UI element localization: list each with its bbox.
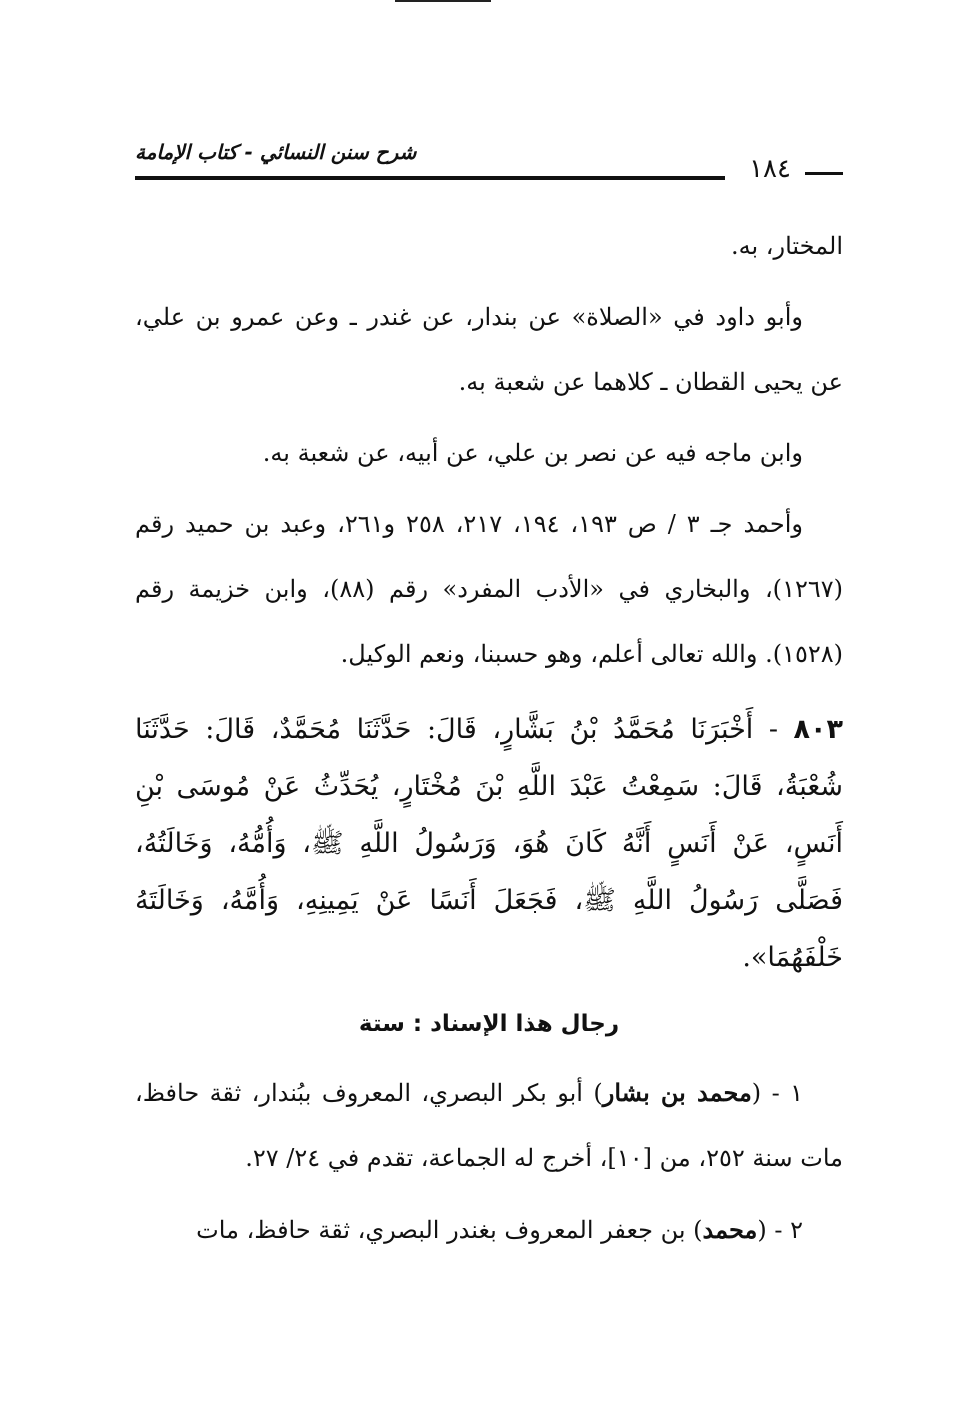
narrator-prefix: ٢ - ( bbox=[757, 1216, 803, 1244]
narrator-description: ) بن جعفر المعروف بغندر البصري، ثقة حافظ، مات bbox=[196, 1216, 703, 1244]
running-title: شرح سنن النسائي - كتاب الإمامة bbox=[135, 140, 417, 164]
paragraph: المختار، به. bbox=[730, 232, 843, 260]
narrator-name: محمد bbox=[702, 1215, 758, 1244]
narrator-name: محمد بن بشار bbox=[602, 1078, 752, 1107]
running-header bbox=[135, 138, 843, 186]
top-rule bbox=[395, 0, 491, 2]
hadith-dash: - bbox=[753, 714, 794, 745]
narrator-description: ) أبو بكر البصري، المعروف ببُندار، ثقة حافظ، مات سنة ٢٥٢، من [١٠]، أخرج له الجماعة، تقدم في ٢٤/ ٢٧. bbox=[135, 1079, 843, 1172]
narrator-entry bbox=[135, 1197, 843, 1263]
narrator-prefix: ١ - ( bbox=[751, 1079, 803, 1107]
paragraph: وأحمد جـ ٣ / ص ١٩٣، ١٩٤، ٢١٧، ٢٥٨ و٢٦١، وعبد بن حميد رقم (١٢٦٧)، والبخاري في «الأدب المفرد» رقم (٨٨)، وابن خزيمة رقم (١٥٢٨). والله تعالى أعلم، وهو حسبنا، ونعم الوكيل. bbox=[135, 510, 843, 668]
hadith-number: ٨٠٣ bbox=[793, 714, 843, 745]
paragraph: وابن ماجه فيه عن نصر بن علي، عن أبيه، عن شعبة به. bbox=[262, 439, 803, 467]
header-rule bbox=[135, 176, 725, 180]
page-number: ١٨٤ bbox=[749, 154, 791, 184]
section-heading: رجال هذا الإسناد : ستة bbox=[358, 1011, 620, 1037]
page-body bbox=[135, 214, 843, 1269]
hadith-803 bbox=[135, 701, 843, 986]
narrator-entry bbox=[135, 1060, 843, 1191]
paragraph: وأبو داود في «الصلاة» عن بندار، عن غندر ـ وعن عمرو بن علي، عن يحيى القطان ـ كلاهما عن شعبة به. bbox=[135, 303, 843, 396]
hadith-text: أَخْبَرَنَا مُحَمَّدُ بْنُ بَشَّارٍ، قَالَ: حَدَّثَنَا مُحَمَّدٌ، قَالَ: حَدَّثَنَا شُعْبَةُ، قَالَ: سَمِعْتُ عَبْدَ اللَّهِ بْنَ مُخْتَارٍ، يُحَدِّثُ عَنْ مُوسَى بْنِ أَنَسٍ، عَنْ أَنَسٍ أَنَّهُ كَانَ هُوَ، وَرَسُولُ اللَّهِ ﷺ، وَأُمُّهُ، وَخَالَتُهُ، فَصَلَّى رَسُولُ اللَّهِ ﷺ، فَجَعَلَ أَنَسًا عَنْ يَمِينِهِ، وَأُمَّهُ، وَخَالَتَهُ خَلْفَهُمَا». bbox=[135, 714, 843, 973]
page-number-dash bbox=[805, 172, 843, 175]
